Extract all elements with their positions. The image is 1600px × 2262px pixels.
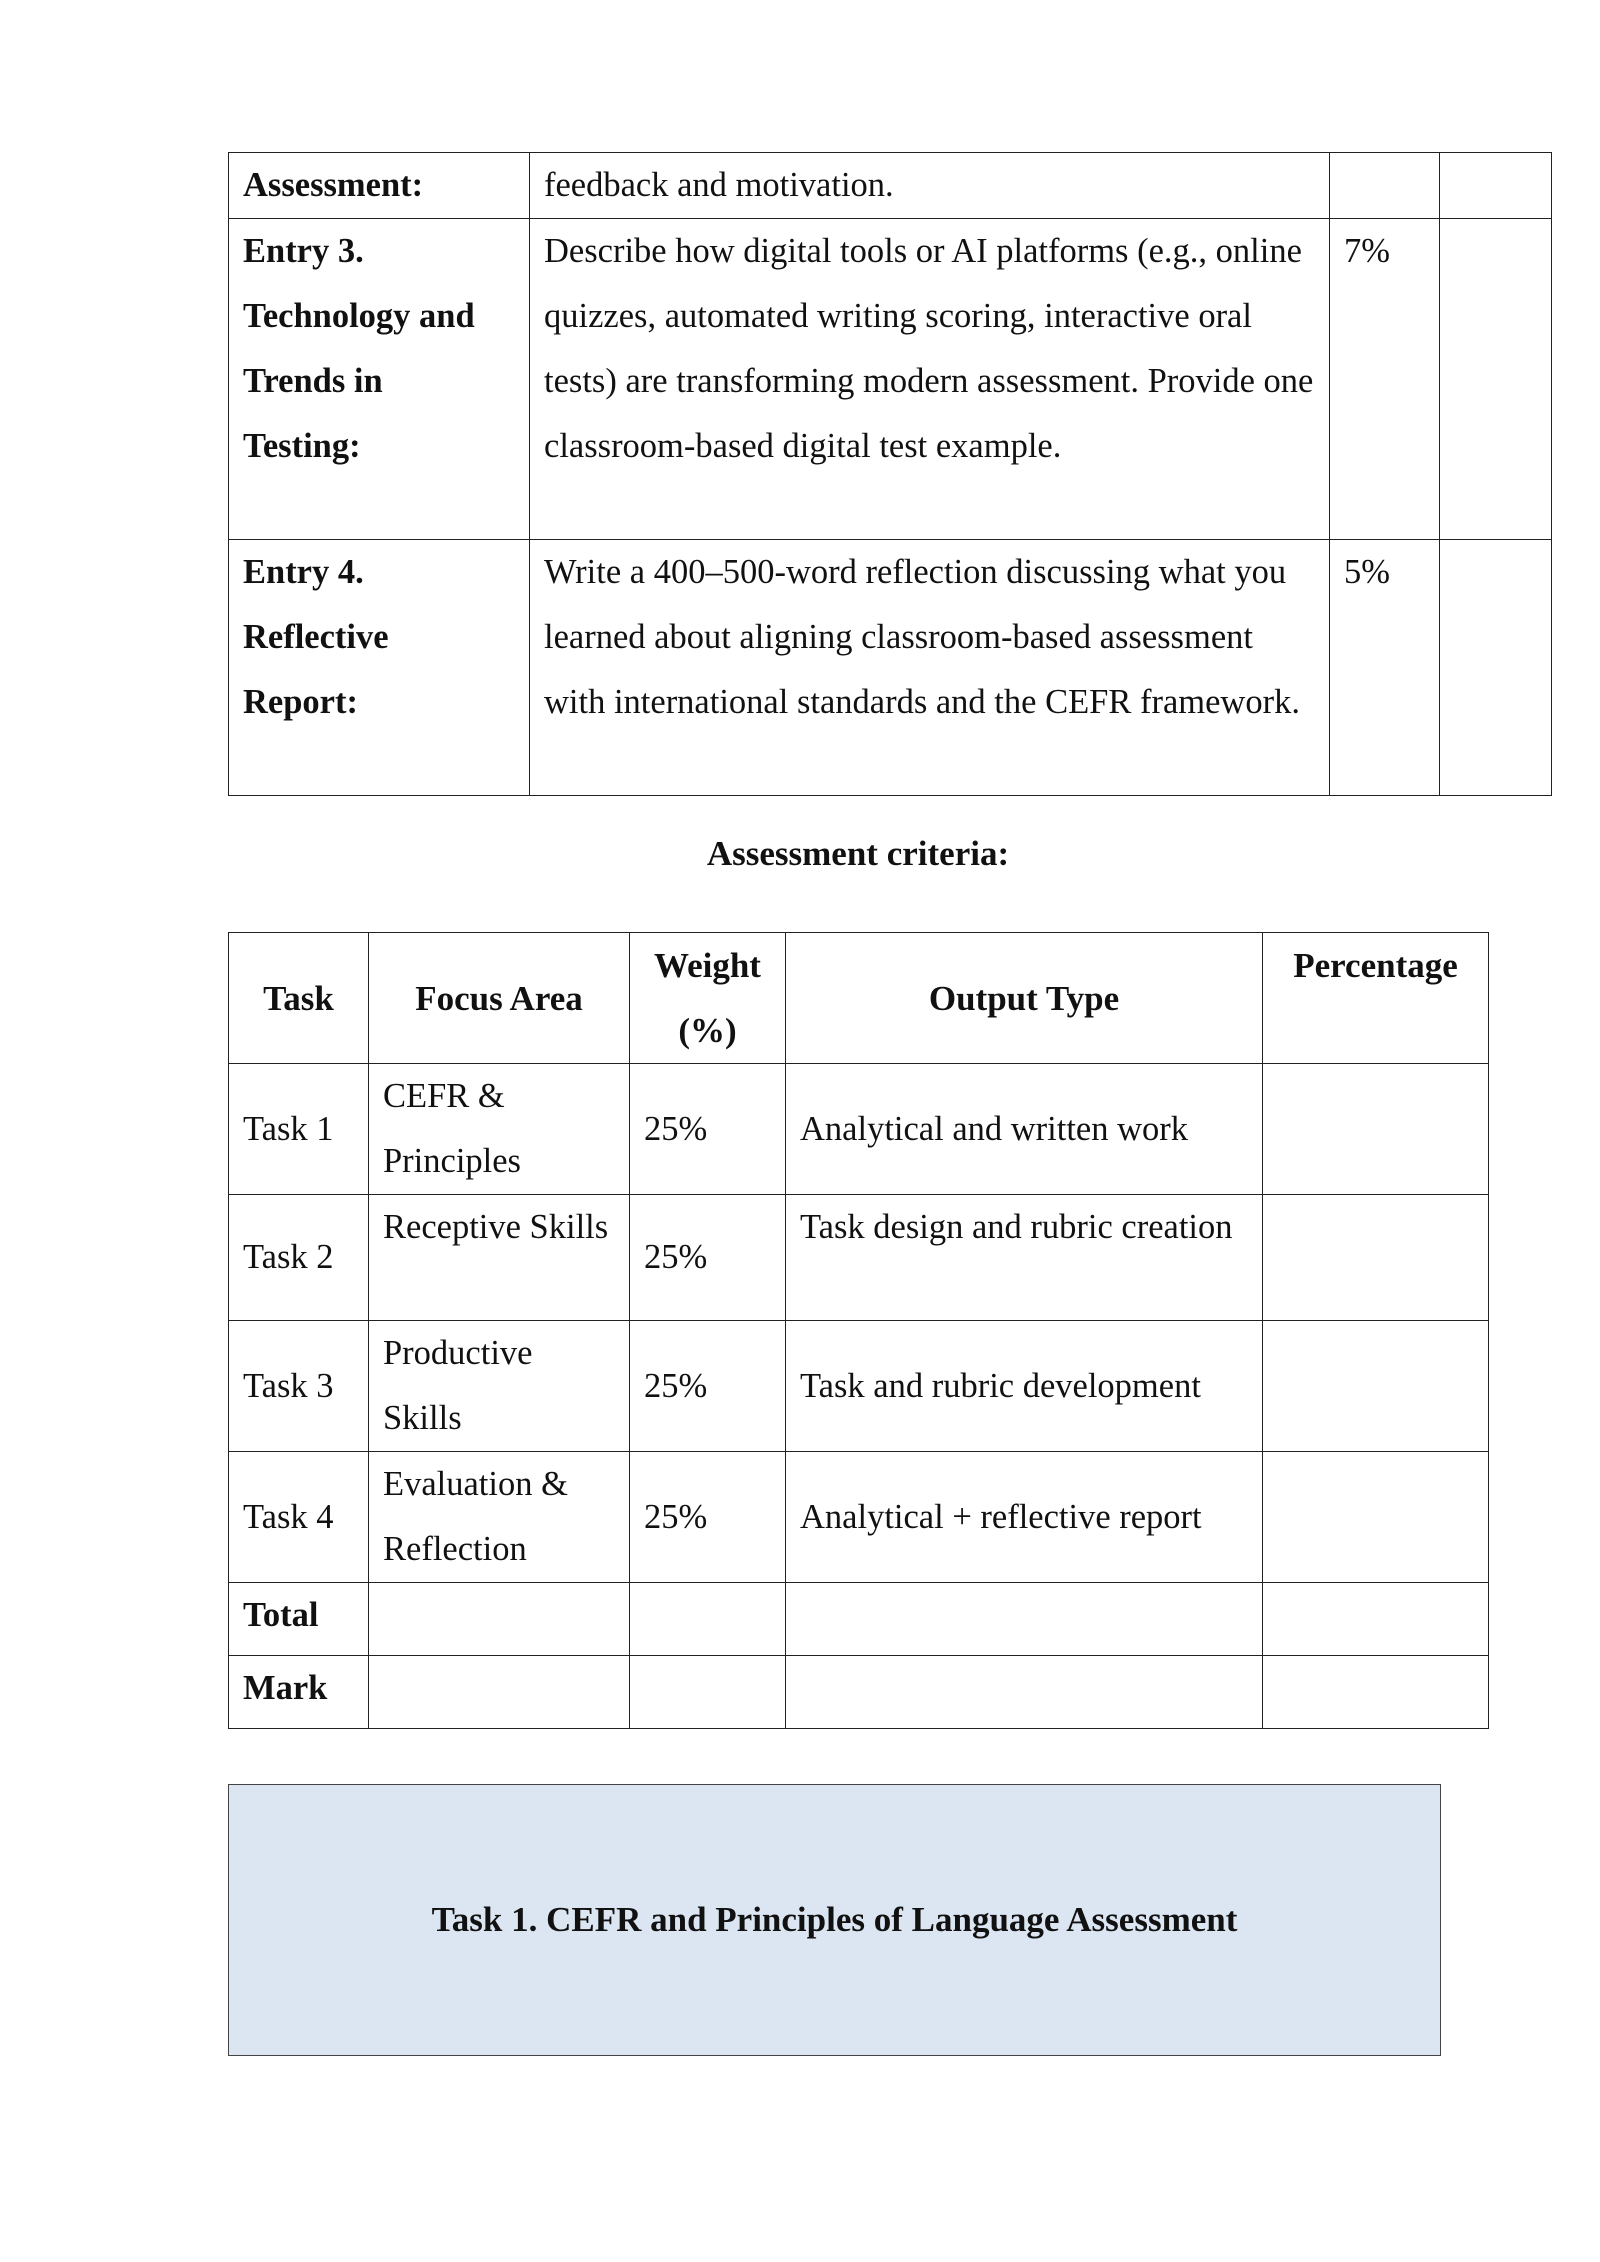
entry-weight: 7% <box>1330 219 1440 540</box>
header-task: Task <box>229 933 369 1064</box>
focus-area-cell: CEFR & Principles <box>369 1064 630 1195</box>
output-type-cell: Analytical and written work <box>786 1064 1263 1195</box>
total-label: Total <box>229 1583 369 1656</box>
empty-cell <box>786 1656 1263 1729</box>
criteria-table <box>228 932 1489 1729</box>
entry-description: Describe how digital tools or AI platforms (e.g., online quizzes, automated writing scoring, interactive oral tests) are transforming modern assessment. Provide one classroom-based digital test example. <box>530 219 1330 540</box>
entry-label-line: Technology and <box>243 297 475 335</box>
entry-row <box>229 540 1552 796</box>
output-type-cell: Task and rubric development <box>786 1321 1263 1452</box>
weight-cell: 25% <box>630 1195 786 1321</box>
task-cell: Task 4 <box>229 1452 369 1583</box>
header-row <box>229 933 1489 1064</box>
output-type-cell: Task design and rubric creation <box>786 1195 1263 1321</box>
entry-label-line: Report: <box>243 683 358 721</box>
entries-table <box>228 152 1552 796</box>
entry-label <box>229 540 530 796</box>
empty-cell <box>369 1583 630 1656</box>
entry-label-line: Testing: <box>243 427 361 465</box>
percentage-cell <box>1263 1321 1489 1452</box>
entry-label: Assessment: <box>229 153 530 219</box>
focus-area-cell: Evaluation & Reflection <box>369 1452 630 1583</box>
output-type-cell: Analytical + reflective report <box>786 1452 1263 1583</box>
weight-cell: 25% <box>630 1452 786 1583</box>
entry-weight <box>1330 153 1440 219</box>
header-focus-area: Focus Area <box>369 933 630 1064</box>
task-title: Task 1. CEFR and Principles of Language Assessment <box>431 1900 1238 1939</box>
task-cell: Task 3 <box>229 1321 369 1452</box>
total-row <box>229 1583 1489 1656</box>
percentage-cell <box>1263 1452 1489 1583</box>
empty-cell <box>630 1656 786 1729</box>
entry-score-cell <box>1440 153 1552 219</box>
weight-cell: 25% <box>630 1321 786 1452</box>
weight-cell: 25% <box>630 1064 786 1195</box>
entry-row <box>229 219 1552 540</box>
entry-label-line: Reflective <box>243 618 389 656</box>
entry-description: Write a 400–500-word reflection discussing what you learned about aligning classroom-based assessment with international standards and the CEFR framework. <box>530 540 1330 796</box>
header-output-type: Output Type <box>786 933 1263 1064</box>
table-row <box>229 1321 1489 1452</box>
table-row <box>229 1452 1489 1583</box>
percentage-cell <box>1263 1195 1489 1321</box>
entry-score-cell <box>1440 540 1552 796</box>
table-row <box>229 1195 1489 1321</box>
entry-weight: 5% <box>1330 540 1440 796</box>
focus-area-cell: Receptive Skills <box>369 1195 630 1321</box>
entry-label-line: Entry 4. <box>243 553 364 591</box>
empty-cell <box>369 1656 630 1729</box>
criteria-heading: Assessment criteria: <box>706 834 1010 873</box>
percentage-cell <box>1263 1064 1489 1195</box>
empty-cell <box>630 1583 786 1656</box>
entry-score-cell <box>1440 219 1552 540</box>
table-row <box>229 1064 1489 1195</box>
entry-description: feedback and motivation. <box>530 153 1330 219</box>
header-percentage: Percentage <box>1263 933 1489 1064</box>
task-cell: Task 2 <box>229 1195 369 1321</box>
empty-cell <box>786 1583 1263 1656</box>
mark-row <box>229 1656 1489 1729</box>
task-title-box <box>228 1784 1441 2056</box>
entry-label <box>229 219 530 540</box>
empty-cell <box>1263 1656 1489 1729</box>
entry-label-line: Trends in <box>243 362 383 400</box>
focus-area-cell: Productive Skills <box>369 1321 630 1452</box>
entry-label-line: Entry 3. <box>243 232 364 270</box>
task-cell: Task 1 <box>229 1064 369 1195</box>
header-weight: Weight (%) <box>630 933 786 1064</box>
mark-label: Mark <box>229 1656 369 1729</box>
entry-row <box>229 153 1552 219</box>
empty-cell <box>1263 1583 1489 1656</box>
